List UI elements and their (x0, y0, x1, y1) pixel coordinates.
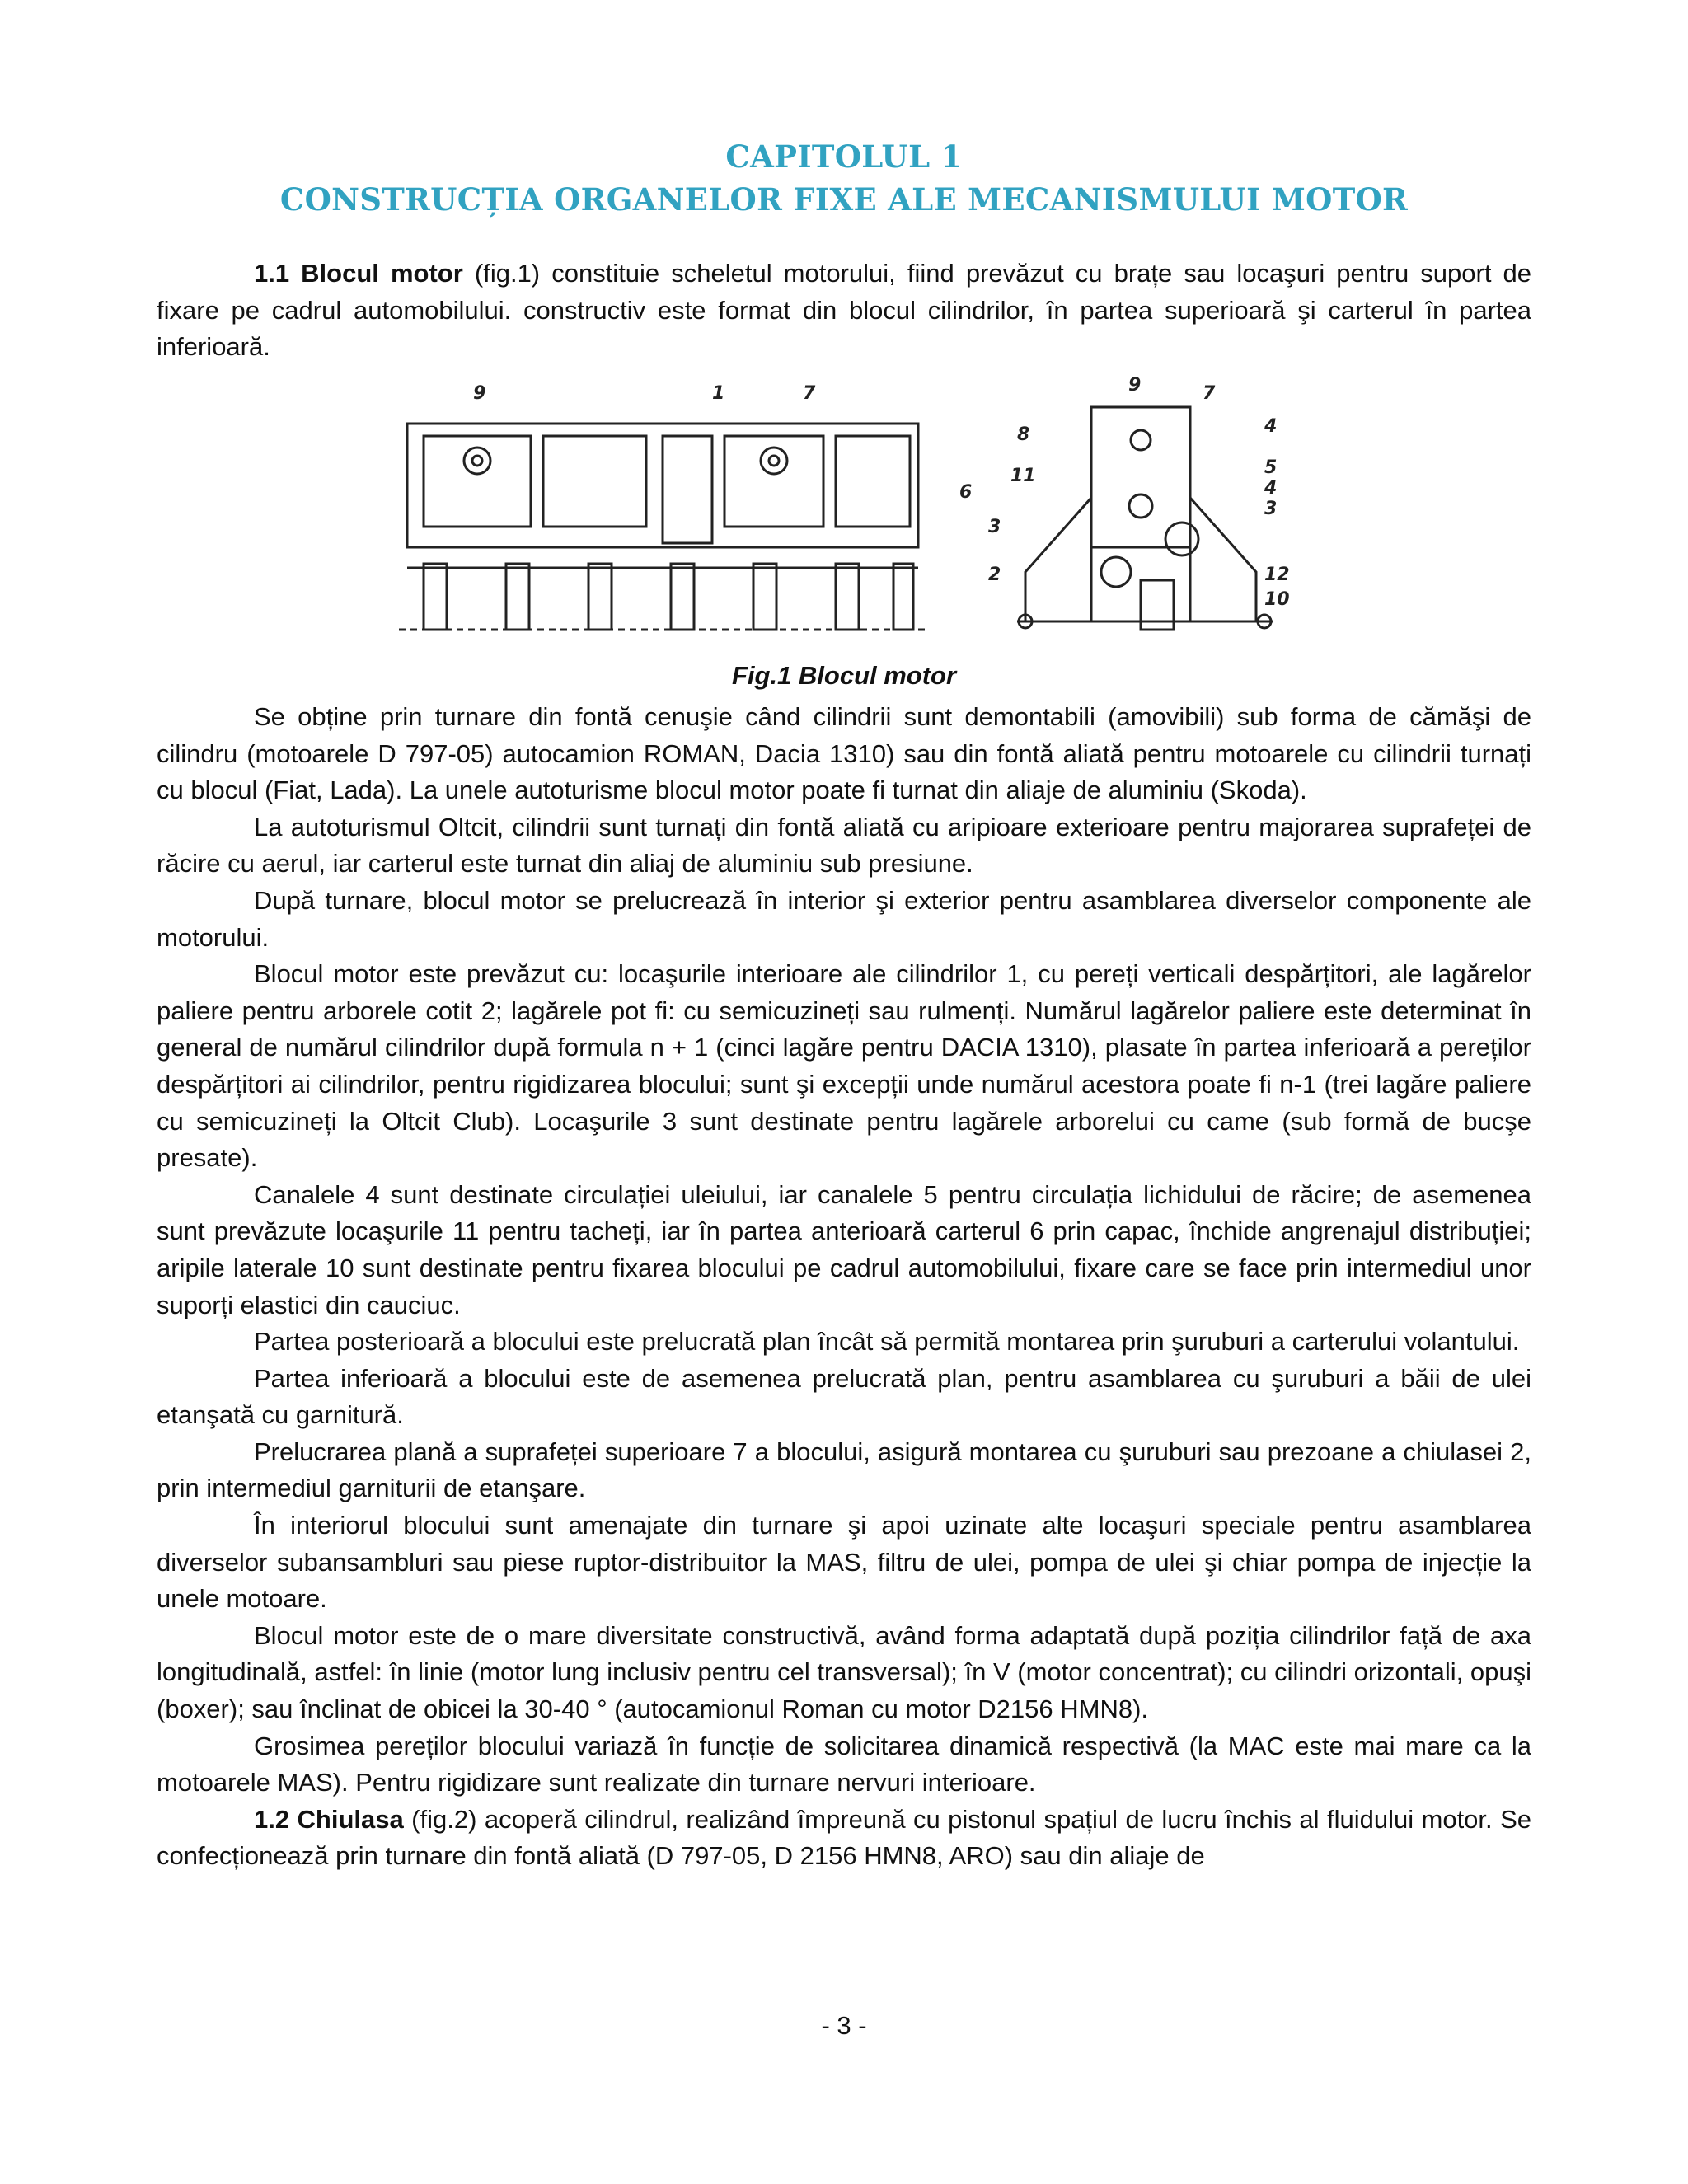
fig-label: 4 (1264, 416, 1278, 437)
paragraph: Prelucrarea plană a suprafeței superioare 7 a blocului, asigură montarea cu şuruburi sau prezoane a chiulasei 2, prin intermediul garniturii de etanşare. (157, 1436, 1531, 1503)
paragraph: Grosimea pereților blocului variază în funcție de solicitarea dinamică respectivă (la MAC este mai mare ca la motoarele MAS). Pentru rigidizare sunt realizate din turnare nervuri interioare. (157, 1731, 1531, 1797)
fig-label: 3 (1264, 499, 1278, 519)
section-heading-1-2: 1.2 Chiulasa (254, 1804, 404, 1834)
page-number: - 3 - (821, 2011, 867, 2040)
fig-label: 4 (1264, 478, 1278, 499)
fig-label: 6 (959, 482, 973, 503)
engine-block-front-view (1017, 407, 1273, 630)
paragraph: Se obține prin turnare din fontă cenuşie când cilindrii sunt demontabili (amovibili) sub forma de cămăşi de cilindru (motoarele D 797-05) autocamion ROMAN, Dacia 1310) sau din fontă aliată pentru motoarele cu cilindrii turnați cu blocul (Fiat, Lada). La unele autoturisme blocul motor poate fi turnat din aliaje de aluminiu (Skoda). (157, 702, 1531, 805)
fig-label: 10 (1264, 589, 1290, 610)
paragraph: Blocul motor este de o mare diversitate constructivă, având forma adaptată după poziția cilindrilor față de axa longitudinală, astfel: în linie (motor lung inclusiv pentru cel transversal); în V (motor concentrat); cu cilindri orizontali, opuşi (boxer); sau înclinat de obicei la 30-40 ° (autocamionul Roman cu motor D2156 HMN8). (157, 1620, 1531, 1724)
paragraph: După turnare, blocul motor se prelucrează în interior şi exterior pentru asamblarea diverselor componente ale motorului. (157, 885, 1531, 952)
figure-labels (473, 375, 1290, 610)
fig-label: 9 (473, 383, 486, 404)
paragraph: Partea posterioară a blocului este prelucrată plan încât să permită montarea prin şuruburi a carterului volantului. (254, 1327, 1520, 1357)
fig-label: 7 (803, 383, 816, 404)
paragraph: Canalele 4 sunt destinate circulației uleiului, iar canalele 5 pentru circulația lichidului de răcire; de asemenea sunt prevăzute locaşurile 11 pentru tacheți, iar în partea anterioară carterul 6 prin capac, închide angrenajul distribuției; aripile laterale 10 sunt destinate pentru fixarea blocului pe cadrul automobilului, fixare care se face prin intermediul unor suporți elastici din cauciuc. (157, 1179, 1531, 1319)
engine-block-figure (399, 374, 1315, 654)
fig-label: 12 (1264, 565, 1290, 585)
fig-label: 5 (1264, 457, 1278, 478)
fig-label: 3 (988, 517, 1001, 537)
paragraph: Blocul motor este prevăzut cu: locaşurile interioare ale cilindrilor 1, cu pereți verticali despărțitori, ale lagărelor paliere pentru arborele cotit 2; lagărele pot fi: cu semicuzineți sau rulmenți. Numărul lagărelor paliere este determinat în general de numărul cilindrilor după formula n + 1 (cinci lagăre pentru DACIA 1310), plasate în partea inferioară a pereților despărțitori ai cilindrilor, pentru rigidizarea blocului; sunt şi excepții unde numărul acestora poate fi n-1 (trei lagăre paliere cu semicuzineți la Oltcit Club). Locaşurile 3 sunt destinate pentru lagărele arborelui cu came (sub formă de bucşe presate). (157, 959, 1531, 1173)
fig-label: 2 (988, 565, 1001, 585)
engine-block-side-view (399, 424, 926, 630)
section-heading-1-1: 1.1 Blocul motor (254, 259, 463, 288)
figure-caption: Fig.1 Blocul motor (731, 661, 957, 690)
chapter-number: CAPITOLUL 1 (725, 138, 963, 175)
body-text (157, 699, 1531, 1875)
fig-label: 9 (1128, 375, 1142, 396)
intro-paragraph (157, 255, 1531, 366)
fig-label: 1 (712, 383, 725, 404)
fig-label: 7 (1203, 383, 1216, 404)
intro-text: (fig.1) constituie scheletul motorului, fiind prevăzut cu brațe sau locaşuri pentru suport de fixare pe cadrul automobilului. constructiv este format din blocul cilindrilor, în partea superioară şi carterul în partea inferioară. (157, 259, 1532, 362)
chapter-title: CONSTRUCȚIA ORGANELOR FIXE ALE MECANISMULUI MOTOR (279, 181, 1409, 218)
paragraph-section-1-2: 1.2 Chiulasa (fig.2) acoperă cilindrul, realizând împreună cu pistonul spațiul de lucru închis al fluidului motor. Se confecționează prin turnare din fontă aliată (D 797-05, D 2156 HMN8, ARO) sau din aliaje de (157, 1804, 1531, 1871)
fig-label: 11 (1010, 466, 1036, 486)
paragraph: La autoturismul Oltcit, cilindrii sunt turnați din fontă aliată cu aripioare exterioare pentru majorarea suprafeței de răcire cu aerul, iar carterul este turnat din aliaj de aluminiu sub presiune. (157, 812, 1531, 879)
fig-label: 8 (1017, 424, 1030, 445)
paragraph: În interiorul blocului sunt amenajate din turnare şi apoi uzinate alte locaşuri speciale pentru asamblarea diverselor subansambluri sau piese ruptor-distribuitor la MAS, filtru de ulei, pompa de ulei şi chiar pompa de injecție la unele motoare. (157, 1511, 1531, 1614)
paragraph: Partea inferioară a blocului este de asemenea prelucrată plan, pentru asamblarea cu şuruburi a băii de ulei etanşată cu garnitură. (157, 1363, 1531, 1430)
